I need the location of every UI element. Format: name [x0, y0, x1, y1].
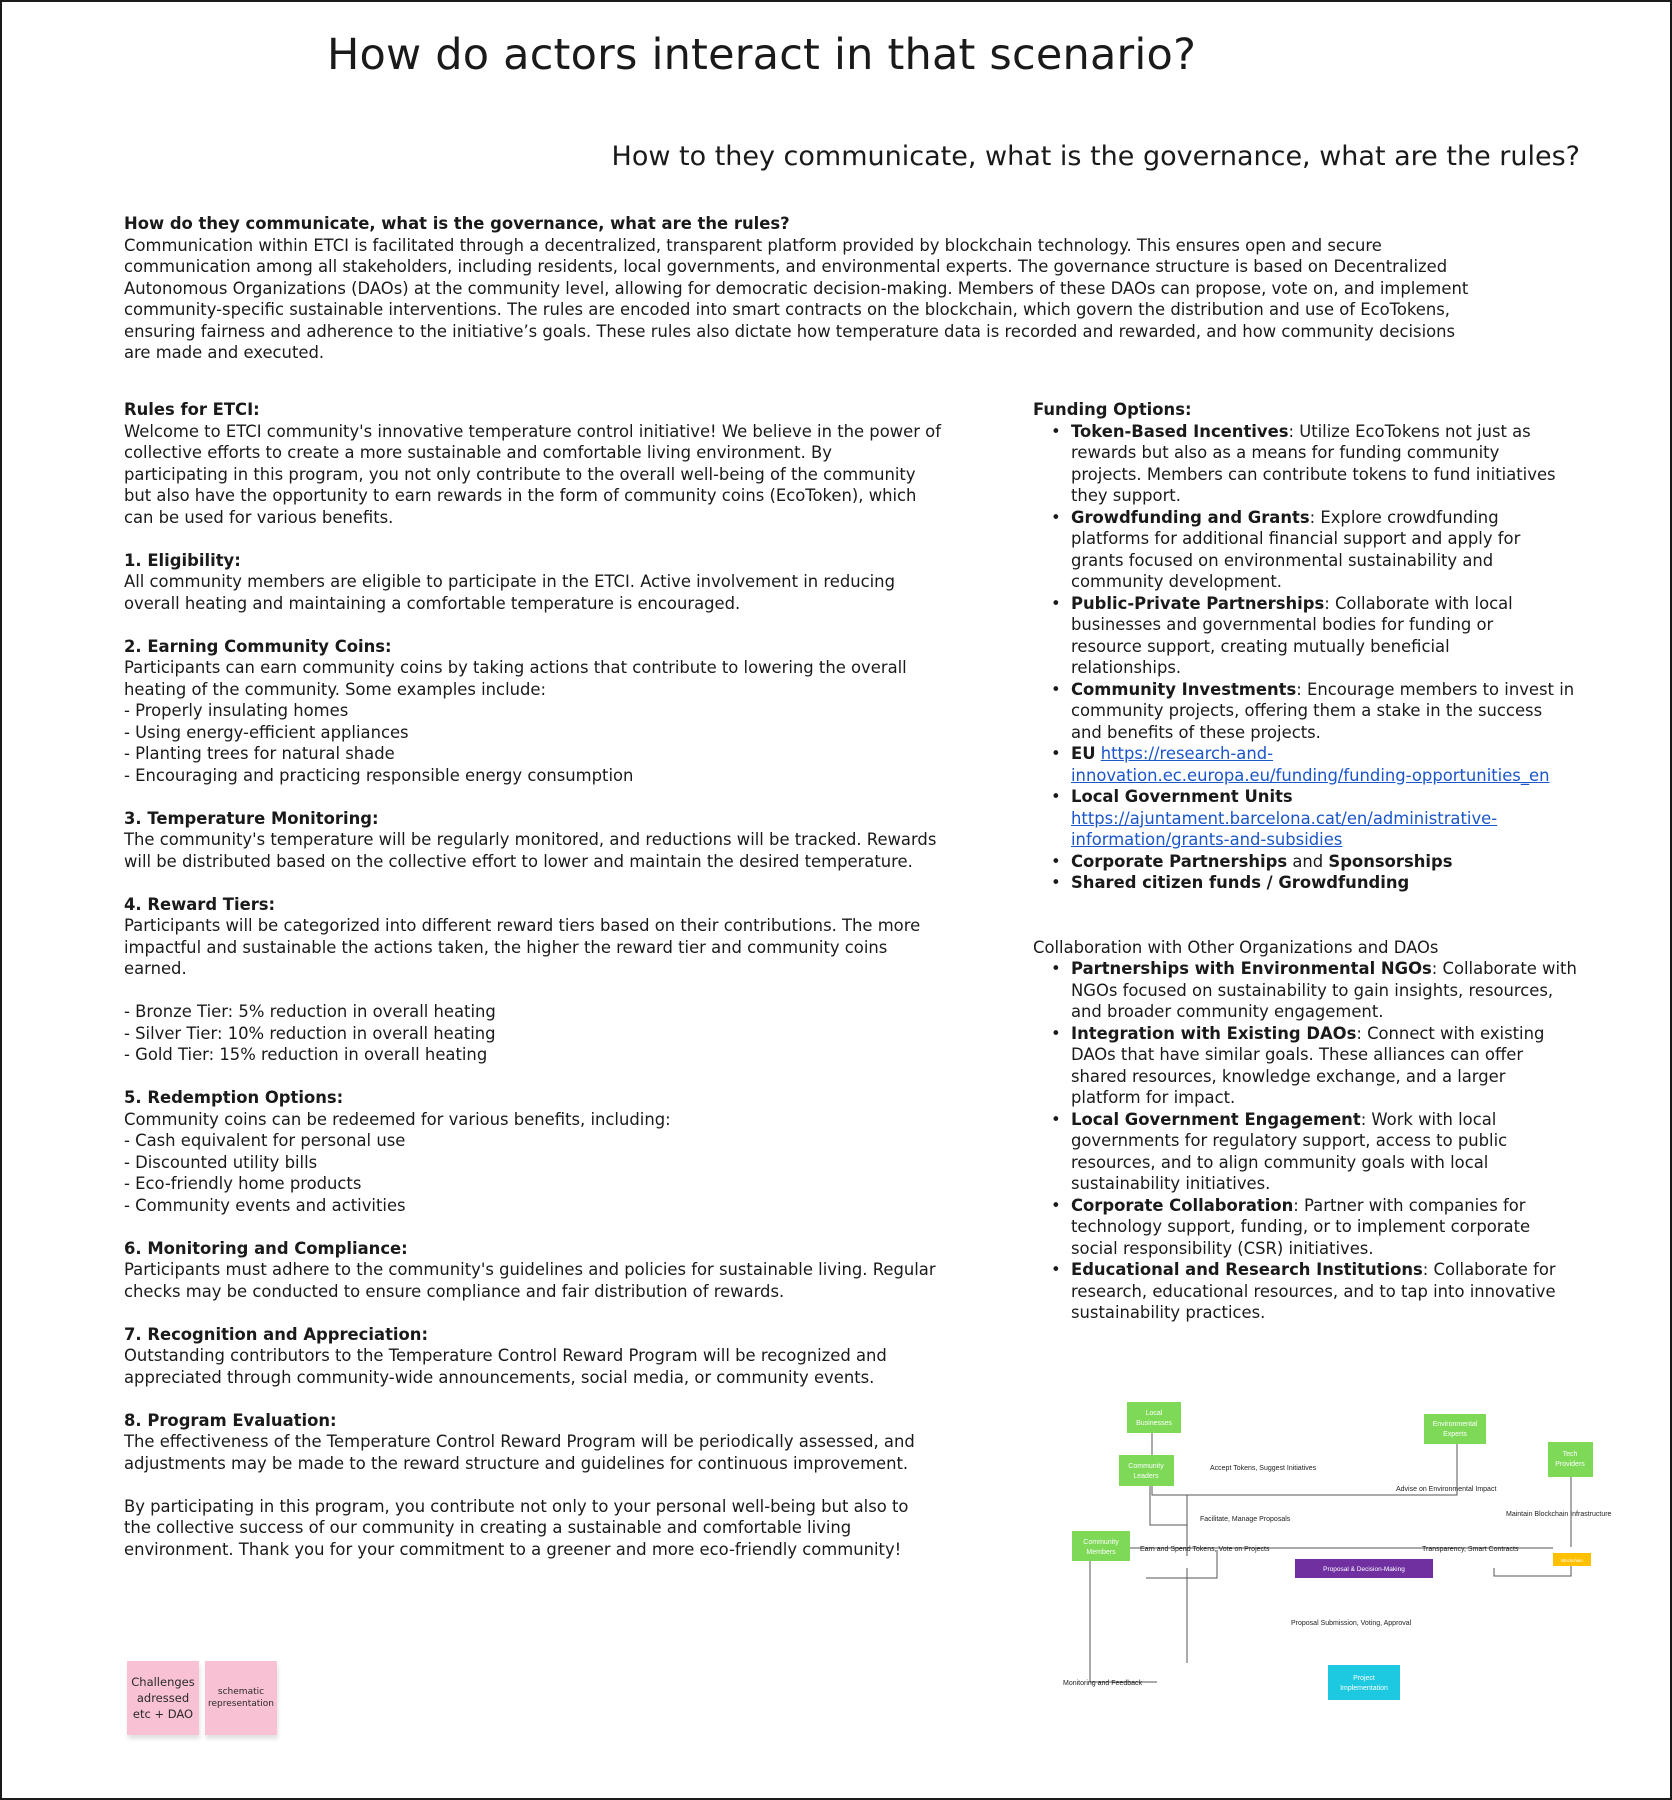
svg-text:Businesses: Businesses: [1136, 1420, 1172, 1427]
intro-line: Autonomous Organizations (DAOs) at the community level, allowing for democratic decision-making. Members of these DAOs can propose, vote on, and implement: [124, 278, 1469, 298]
rule-line: - Eco-friendly home products: [124, 1174, 362, 1193]
rule-redemption-heading: 5. Redemption Options:: [124, 1088, 344, 1107]
rules-welcome-line: can be used for various benefits.: [124, 507, 394, 527]
rule-monitoring-heading: 3. Temperature Monitoring:: [124, 808, 379, 828]
rule-line: - Discounted utility bills: [124, 1152, 318, 1172]
actor-diagram: [1058, 1385, 1652, 1705]
rule-tier: - Bronze Tier: 5% reduction in overall heating: [124, 1002, 496, 1021]
edge-label-facilitate: Facilitate, Manage Proposals: [1200, 1516, 1291, 1523]
edge-monitoring: [1090, 1561, 1157, 1682]
rules-closing-line: By participating in this program, you contribute not only to your personal well-being but also to: [124, 1496, 909, 1516]
page-subtitle: How to they communicate, what is the governance, what are the rules?: [611, 141, 1580, 172]
rule-line: Outstanding contributors to the Temperature Control Reward Program will be recognized and: [124, 1346, 887, 1365]
funding-item-local-gov: • Local Government Units https://ajuntament.barcelona.cat/en/administrative- information/grants-and-subsidies: [1071, 786, 1593, 851]
rule-tier: - Gold Tier: 15% reduction in overall heating: [124, 1045, 488, 1064]
rule-line: Community coins can be redeemed for various benefits, including:: [124, 1109, 671, 1129]
eu-funding-link-cont[interactable]: innovation.ec.europa.eu/funding/funding-opportunities_en: [1071, 765, 1550, 785]
funding-item: • Public-Private Partnerships: Collaborate with local businesses and governmental bodies for funding or resource support, creating mutually beneficial relationships.: [1071, 593, 1593, 679]
svg-text:Community: Community: [1083, 1539, 1119, 1546]
rule-recognition-heading: 7. Recognition and Appreciation:: [124, 1324, 429, 1344]
edge-members-return: [1146, 1550, 1217, 1578]
svg-text:Tech: Tech: [1562, 1451, 1578, 1458]
rules-welcome-line: collective efforts to create a more sustainable and comfortable living environment. By: [124, 443, 832, 462]
funding-item: • Community Investments: Encourage members to invest in community projects, offering them a stake in the success and benefits of these projects.: [1071, 679, 1593, 744]
node-project-implementation: [1328, 1665, 1400, 1700]
rule-tier: - Silver Tier: 10% reduction in overall heating: [124, 1023, 496, 1043]
rule-line: - Properly insulating homes: [124, 701, 349, 720]
intro-line: communication among all stakeholders, including residents, local governments, and environmental experts. The governance structure is based on Decentralized: [124, 257, 1448, 276]
funding-heading: Funding Options:: [1033, 400, 1192, 419]
collab-item: • Educational and Research Institutions: Collaborate for research, educational resources, and to tap into innovative sustainability practices.: [1071, 1259, 1593, 1324]
funding-item: • Token-Based Incentives: Utilize EcoTokens not just as rewards but also as a means for funding community projects. Members can contribute tokens to fund initiatives they support.: [1071, 421, 1593, 507]
rules-section: [124, 399, 984, 1560]
rule-line: earned.: [124, 959, 187, 978]
rules-heading: Rules for ETCI:: [124, 400, 260, 419]
rule-line: - Using energy-efficient appliances: [124, 722, 409, 742]
collab-heading: Collaboration with Other Organizations and DAOs: [1033, 937, 1439, 957]
node-proposal-decision: [1295, 1559, 1433, 1578]
rule-line: - Community events and activities: [124, 1195, 406, 1215]
collab-item: • Local Government Engagement: Work with local governments for regulatory support, access to public resources, and to align community goals with local sustainability initiatives.: [1071, 1109, 1593, 1195]
rule-line: overall heating and maintaining a comfortable temperature is encouraged.: [124, 593, 741, 613]
node-community-leaders: [1119, 1455, 1174, 1486]
funding-item: • Growdfunding and Grants: Explore crowdfunding platforms for additional financial support and apply for grants focused on environmental sustainability and community development.: [1071, 507, 1593, 593]
rule-line: heating of the community. Some examples include:: [124, 679, 547, 699]
edge-label-earn: Earn and Spend Tokens, Vote on Projects: [1140, 1546, 1270, 1553]
page-title: How do actors interact in that scenario?: [327, 30, 1197, 80]
node-environmental-experts: [1424, 1414, 1486, 1444]
sticky-note-schematic[interactable]: schematic representation: [205, 1661, 277, 1735]
right-column: [1033, 399, 1593, 1324]
rule-line: - Encouraging and practicing responsible energy consumption: [124, 765, 634, 785]
rule-line: checks may be conducted to ensure compliance and fair distribution of rewards.: [124, 1281, 785, 1301]
svg-text:Community: Community: [1128, 1463, 1164, 1470]
edge-local-businesses: [1152, 1433, 1187, 1556]
rules-closing-line: environment. Thank you for your commitment to a greener and more eco-friendly community!: [124, 1539, 902, 1559]
rule-compliance-heading: 6. Monitoring and Compliance:: [124, 1238, 408, 1258]
svg-text:Environmental: Environmental: [1432, 1421, 1478, 1428]
collab-item: • Corporate Collaboration: Partner with companies for technology support, funding, or to implement corporate social responsibility (CSR) initiatives.: [1071, 1195, 1593, 1260]
rule-earning-heading: 2. Earning Community Coins:: [124, 636, 392, 656]
intro-line: Communication within ETCI is facilitated through a decentralized, transparent platform provided by blockchain technology. This ensures open and secure: [124, 235, 1382, 255]
rule-line: appreciated through community-wide announcements, social media, or community events.: [124, 1367, 875, 1387]
edge-label-monitoring: Monitoring and Feedback: [1063, 1680, 1142, 1687]
edge-label-maintain: Maintain Blockchain Infrastructure: [1506, 1511, 1612, 1518]
collab-item: • Integration with Existing DAOs: Connect with existing DAOs that have similar goals. These alliances can offer shared resources, knowledge exchange, and a larger platform for impact.: [1071, 1023, 1593, 1109]
rule-line: Participants can earn community coins by taking actions that contribute to lowering the overall: [124, 658, 907, 677]
rule-line: The community's temperature will be regularly monitored, and reductions will be tracked. Rewards: [124, 830, 937, 849]
svg-text:Local: Local: [1145, 1410, 1163, 1417]
svg-text:Proposal & Decision-Making: Proposal & Decision-Making: [1323, 1566, 1405, 1573]
rule-line: - Planting trees for natural shade: [124, 744, 395, 763]
rule-tiers-heading: 4. Reward Tiers:: [124, 894, 276, 914]
svg-text:Leaders: Leaders: [1133, 1473, 1159, 1480]
node-tech-providers: [1548, 1442, 1593, 1477]
edge-label-accept: Accept Tokens, Suggest Initiatives: [1210, 1465, 1317, 1472]
rules-welcome-line: but also have the opportunity to earn rewards in the form of community coins (EcoToken), which: [124, 486, 917, 505]
svg-text:Experts: Experts: [1443, 1431, 1467, 1438]
collab-list: [1033, 958, 1593, 1324]
edge-label-advise: Advise on Environmental Impact: [1396, 1486, 1497, 1493]
svg-text:Implementation: Implementation: [1340, 1685, 1388, 1692]
rule-eligibility-heading: 1. Eligibility:: [124, 550, 241, 570]
funding-item-eu: • EU https://research-and- innovation.ec.europa.eu/funding/funding-opportunities_en: [1071, 743, 1593, 786]
collab-item: • Partnerships with Environmental NGOs: Collaborate with NGOs focused on sustainability to gain insights, resources, and broader community engagement.: [1071, 958, 1593, 1023]
node-blockchain: [1553, 1553, 1591, 1566]
intro-line: community-specific sustainable interventions. The rules are encoded into smart contracts on the blockchain, which govern the distribution and use of EcoTokens,: [124, 300, 1451, 319]
edge-label-submission: Proposal Submission, Voting, Approval: [1291, 1620, 1412, 1627]
barcelona-grants-link-cont[interactable]: information/grants-and-subsidies: [1071, 830, 1343, 849]
eu-funding-link[interactable]: https://research-and-: [1100, 744, 1274, 763]
rules-closing-line: the collective success of our community in creating a sustainable and comfortable living: [124, 1518, 852, 1537]
sticky-note-challenges[interactable]: Challenges adressed etc + DAO: [127, 1661, 199, 1735]
rule-evaluation-heading: 8. Program Evaluation:: [124, 1410, 337, 1430]
intro-heading: How do they communicate, what is the governance, what are the rules?: [124, 214, 790, 233]
funding-item: • Shared citizen funds / Growdfunding: [1071, 872, 1593, 894]
barcelona-grants-link[interactable]: https://ajuntament.barcelona.cat/en/administrative-: [1071, 808, 1498, 828]
svg-text:Blockchain: Blockchain: [1561, 1558, 1583, 1563]
rules-welcome-line: participating in this program, you not only contribute to the overall well-being of the community: [124, 464, 916, 484]
funding-list: [1033, 421, 1593, 894]
node-community-members: [1072, 1531, 1130, 1561]
intro-line: are made and executed.: [124, 343, 325, 362]
rule-line: will be distributed based on the collective effort to lower and maintain the desired temperature.: [124, 851, 913, 871]
rule-line: adjustments may be made to the reward structure and guidelines for continuous improvement.: [124, 1453, 909, 1473]
svg-text:Project: Project: [1353, 1675, 1375, 1682]
svg-text:Members: Members: [1086, 1549, 1116, 1556]
rule-line: Participants must adhere to the community's guidelines and policies for sustainable living. Regular: [124, 1260, 936, 1279]
edge-label-transparency: Transparency, Smart Contracts: [1422, 1546, 1519, 1553]
svg-text:Providers: Providers: [1555, 1461, 1585, 1468]
rule-line: Participants will be categorized into different reward tiers based on their contributions. The more: [124, 916, 921, 935]
rule-line: The effectiveness of the Temperature Control Reward Program will be periodically assessed, and: [124, 1432, 915, 1451]
intro-section: [124, 213, 1549, 364]
rule-line: - Cash equivalent for personal use: [124, 1131, 406, 1150]
funding-item: • Corporate Partnerships and Sponsorships: [1071, 851, 1593, 873]
node-local-businesses: [1127, 1402, 1181, 1433]
rule-line: impactful and sustainable the actions taken, the higher the reward tier and community coins: [124, 937, 888, 957]
rules-welcome-line: Welcome to ETCI community's innovative temperature control initiative! We believe in the power of: [124, 421, 941, 441]
rule-line: All community members are eligible to participate in the ETCI. Active involvement in reducing: [124, 572, 895, 591]
intro-line: ensuring fairness and adherence to the initiative’s goals. These rules also dictate how temperature data is recorded and rewarded, and how community decisions: [124, 321, 1456, 341]
